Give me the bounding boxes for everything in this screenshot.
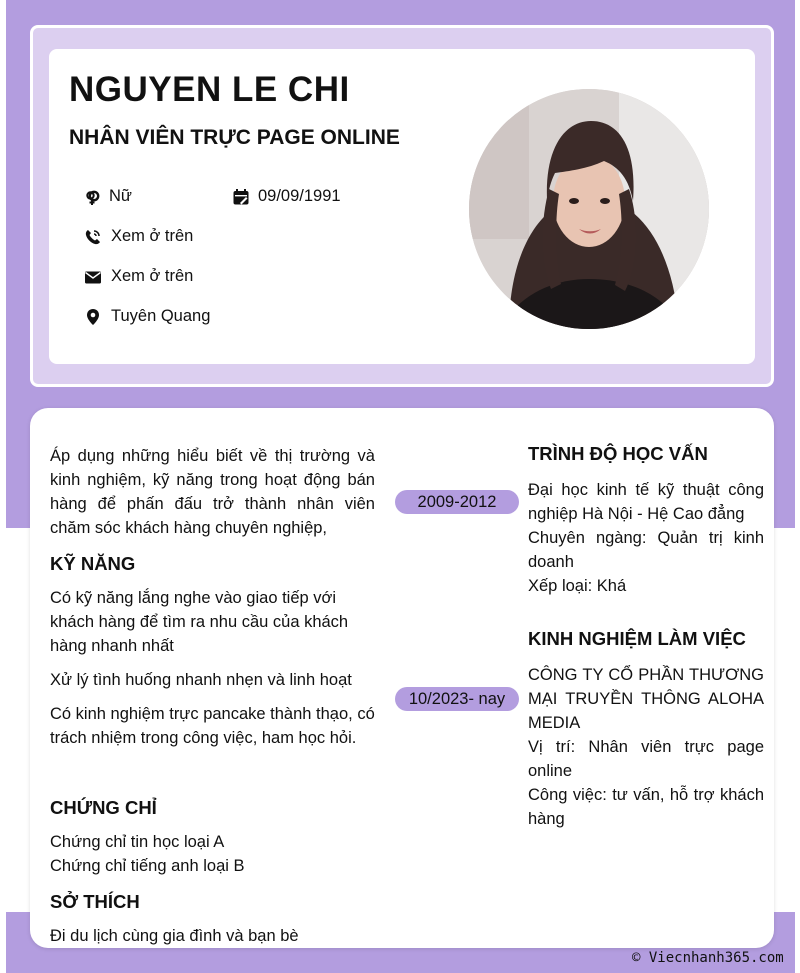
education-school: Đại học kinh tế kỹ thuật công nghiệp Hà Nội - Hệ Cao đẳng [528, 481, 764, 523]
birthday-info [232, 187, 341, 206]
education-grade: Xếp loại: Khá [528, 577, 627, 595]
phone-icon [84, 228, 102, 246]
gender-icon [84, 188, 102, 206]
experience-position: Vị trí: Nhân viên trực page online [528, 738, 764, 780]
experience-period: 10/2023- nay [395, 687, 519, 711]
mail-icon [84, 268, 102, 286]
candidate-name: NGUYEN LE CHI [69, 70, 350, 109]
experience-title: KINH NGHIỆM LÀM VIỆC [528, 628, 746, 649]
hobbies-text: Đi du lịch cùng gia đình và bạn bè [50, 927, 299, 945]
skill-item: Xử lý tình huống nhanh nhẹn và linh hoạt [50, 671, 352, 689]
skill-item: Có kinh nghiệm trực pancake thành thạo, có trách nhiệm trong công việc, ham học hỏi. [50, 705, 375, 747]
education-period: 2009-2012 [395, 490, 519, 514]
hobbies-title: SỞ THÍCH [50, 891, 140, 912]
skill-item: Có kỹ năng lắng nghe vào giao tiếp với khách hàng để tìm ra nhu cầu của khách hàng nhanh nhất [50, 589, 349, 655]
gender-info [84, 187, 132, 206]
footer-credit: © Viecnhanh365.com [632, 950, 784, 966]
email-value: Xem ở trên [111, 267, 194, 285]
experience-duties: Công việc: tư vấn, hỗ trợ khách hàng [528, 786, 764, 828]
email-info [84, 267, 193, 286]
education-title: TRÌNH ĐỘ HỌC VẤN [528, 443, 708, 464]
skills-title: KỸ NĂNG [50, 553, 136, 574]
gender-value: Nữ [109, 187, 132, 205]
calendar-icon [232, 188, 250, 206]
career-objective: Áp dụng những hiểu biết về thị trường và kinh nghiệm, kỹ năng trong hoạt động bán hàng để phấn đấu trở thành nhân viên chăm sóc khách hàng chuyên nghiệp, [50, 447, 375, 537]
address-value: Tuyên Quang [111, 307, 211, 325]
birthday-value: 09/09/1991 [258, 187, 341, 205]
address-info [84, 307, 210, 326]
avatar [469, 89, 709, 329]
certificate-item: Chứng chỉ tin học loại A [50, 833, 225, 851]
job-title: NHÂN VIÊN TRỰC PAGE ONLINE [69, 126, 400, 149]
phone-value: Xem ở trên [111, 227, 194, 245]
certificate-item: Chứng chỉ tiếng anh loại B [50, 857, 245, 875]
phone-info [84, 227, 193, 246]
experience-company: CÔNG TY CỔ PHẦN THƯƠNG MẠI TRUYỀN THÔNG ALOHA MEDIA [528, 666, 764, 732]
location-icon [84, 308, 102, 326]
education-major: Chuyên ngàng: Quản trị kinh doanh [528, 529, 764, 571]
certificates-title: CHỨNG CHỈ [50, 797, 157, 818]
